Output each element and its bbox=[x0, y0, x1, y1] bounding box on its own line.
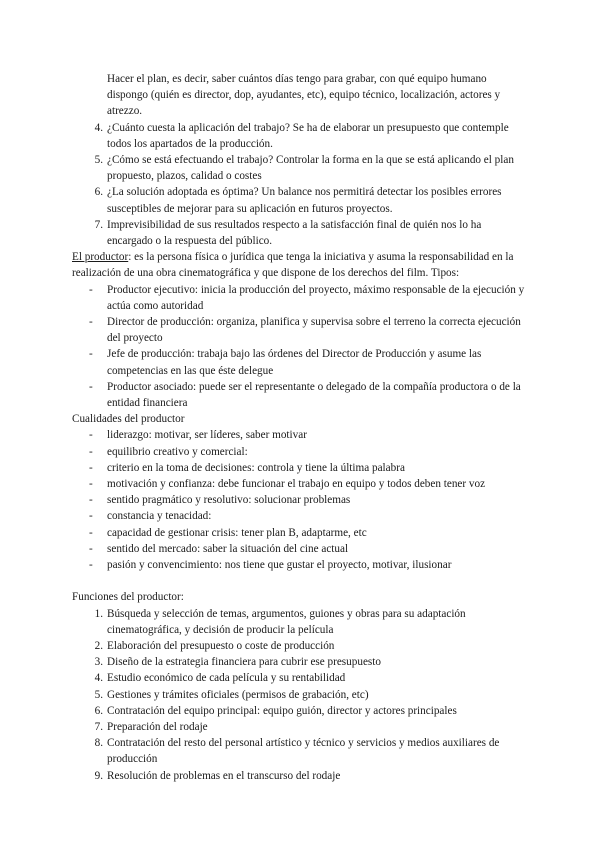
item-text: ¿La solución adoptada es óptima? Un balance nos permitirá detectar los posibles errores susceptibles de mejorar para su aplicación en futuros proyectos. bbox=[107, 186, 502, 215]
item-text: capacidad de gestionar crisis: tener plan B, adaptarme, etc bbox=[107, 526, 367, 539]
item-text: constancia y tenacidad: bbox=[107, 510, 212, 523]
list-item: - liderazgo: motivar, ser líderes, saber motivar bbox=[89, 429, 307, 442]
funciones-list bbox=[72, 606, 528, 784]
list-item bbox=[72, 184, 528, 216]
item-text: ¿Cómo se está efectuando el trabajo? Controlar la forma en la que se está aplicando el plan propuesto, plazos, calidad o costes bbox=[107, 154, 514, 183]
cualidades-list bbox=[72, 427, 528, 573]
item-text: Preparación del rodaje bbox=[107, 720, 208, 733]
list-item bbox=[72, 703, 528, 719]
item-number: 8. bbox=[94, 737, 103, 750]
list-item bbox=[72, 152, 528, 184]
list-item: - criterio en la toma de decisiones: controla y tiene la última palabra bbox=[89, 461, 405, 474]
list-item bbox=[72, 768, 528, 784]
item-number: 7. bbox=[94, 720, 103, 733]
item-text: sentido pragmático y resolutivo: solucionar problemas bbox=[107, 494, 351, 507]
cualidades-heading: Cualidades del productor bbox=[72, 413, 185, 426]
list-item bbox=[72, 719, 528, 735]
list-item bbox=[72, 735, 528, 767]
list-item bbox=[72, 638, 528, 654]
item-number: 6. bbox=[94, 704, 103, 717]
list-continuation: Hacer el plan, es decir, saber cuántos días tengo para grabar, con qué equipo humano dispongo (quién es director, dop, ayudantes, etc), equipo técnico, localización, actores y atrezzo. bbox=[107, 73, 501, 118]
item-text: Productor asociado: puede ser el representante o delegado de la compañía productora o de la entidad financiera bbox=[107, 380, 521, 410]
item-number: 1. bbox=[94, 607, 103, 620]
item-text: pasión y convencimiento: nos tiene que gustar el proyecto, motivar, ilusionar bbox=[107, 559, 452, 572]
item-text: Director de producción: organiza, planifica y supervisa sobre el terreno la correcta ejecución del proyecto bbox=[107, 316, 521, 345]
item-text: Elaboración del presupuesto o coste de producción bbox=[107, 639, 335, 652]
list-item bbox=[72, 120, 528, 152]
productor-term: El productor bbox=[72, 251, 129, 264]
productor-definition bbox=[72, 249, 528, 281]
blank-line bbox=[72, 573, 528, 589]
item-number: 9. bbox=[94, 769, 103, 782]
item-number: 7. bbox=[94, 218, 103, 231]
list-item bbox=[72, 217, 528, 249]
list-item: - pasión y convencimiento: nos tiene que gustar el proyecto, motivar, ilusionar bbox=[89, 559, 452, 572]
item-text: ¿Cuánto cuesta la aplicación del trabajo? Se ha de elaborar un presupuesto que contemple todos los apartados de la producción. bbox=[107, 121, 509, 150]
list-item bbox=[72, 670, 528, 686]
item-text: Resolución de problemas en el transcurso del rodaje bbox=[107, 769, 341, 782]
item-text: Estudio económico de cada película y su rentabilidad bbox=[107, 672, 346, 685]
list-item: - Jefe de producción: trabaja bajo las órdenes del Director de Producción y asume las competencias en las que éste delegue bbox=[89, 348, 482, 377]
item-text: motivación y confianza: debe funcionar el trabajo en equipo y todos deben tener voz bbox=[107, 478, 486, 491]
list-item: - capacidad de gestionar crisis: tener plan B, adaptarme, etc bbox=[89, 526, 367, 539]
funciones-heading: Funciones del productor: bbox=[72, 591, 184, 604]
list-item: - constancia y tenacidad: bbox=[89, 510, 212, 523]
list-item bbox=[72, 687, 528, 703]
list-item: - sentido del mercado: saber la situación del cine actual bbox=[89, 542, 349, 555]
list-item: - motivación y confianza: debe funcionar el trabajo en equipo y todos deben tener voz bbox=[89, 478, 486, 491]
item-text: Jefe de producción: trabaja bajo las órdenes del Director de Producción y asume las competencias en las que éste delegue bbox=[107, 348, 482, 377]
item-number: 6. bbox=[94, 186, 103, 199]
list-item: - Productor ejecutivo: inicia la producción del proyecto, máximo responsable de la ejecución y actúa como autoridad bbox=[89, 283, 525, 312]
numbered-list-questions bbox=[72, 120, 528, 250]
item-text: Búsqueda y selección de temas, argumentos, guiones y obras para su adaptación cinematográfica, y decisión de producir la película bbox=[107, 607, 466, 636]
item-number: 4. bbox=[94, 121, 103, 134]
item-number: 2. bbox=[94, 639, 103, 652]
item-text: Contratación del equipo principal: equipo guión, director y actores principales bbox=[107, 704, 457, 717]
item-text: sentido del mercado: saber la situación del cine actual bbox=[107, 542, 349, 555]
list-item bbox=[72, 654, 528, 670]
item-text: Imprevisibilidad de sus resultados respecto a la satisfacción final de quién nos lo ha encargado o la respuesta del público. bbox=[107, 218, 482, 248]
item-text: equilibrio creativo y comercial: bbox=[107, 445, 248, 458]
list-item: - Productor asociado: puede ser el representante o delegado de la compañía productora o de la entidad financiera bbox=[89, 380, 521, 410]
productor-definition-text: : es la persona física o jurídica que tenga la iniciativa y asuma la responsabilidad en la realización de una obra cinematográfica y que dispone de los derechos del film. Tipos: bbox=[72, 251, 514, 280]
item-text: liderazgo: motivar, ser líderes, saber motivar bbox=[107, 429, 307, 442]
item-text: Diseño de la estrategia financiera para cubrir ese presupuesto bbox=[107, 656, 381, 669]
list-item bbox=[72, 606, 528, 638]
productor-types-list bbox=[72, 282, 528, 412]
list-item: - sentido pragmático y resolutivo: solucionar problemas bbox=[89, 494, 351, 507]
item-number: 3. bbox=[94, 656, 103, 669]
item-text: Gestiones y trámites oficiales (permisos de grabación, etc) bbox=[107, 688, 369, 701]
list-item: - equilibrio creativo y comercial: bbox=[89, 445, 248, 458]
item-text: Contratación del resto del personal artístico y técnico y servicios y medios auxiliares de producción bbox=[107, 737, 500, 766]
item-text: Productor ejecutivo: inicia la producción del proyecto, máximo responsable de la ejecución y actúa como autoridad bbox=[107, 283, 525, 312]
item-number: 5. bbox=[94, 688, 103, 701]
list-item: - Director de producción: organiza, planifica y supervisa sobre el terreno la correcta ejecución del proyecto bbox=[89, 316, 521, 345]
item-number: 4. bbox=[94, 672, 103, 685]
item-text: criterio en la toma de decisiones: controla y tiene la última palabra bbox=[107, 461, 405, 474]
item-number: 5. bbox=[94, 154, 103, 167]
